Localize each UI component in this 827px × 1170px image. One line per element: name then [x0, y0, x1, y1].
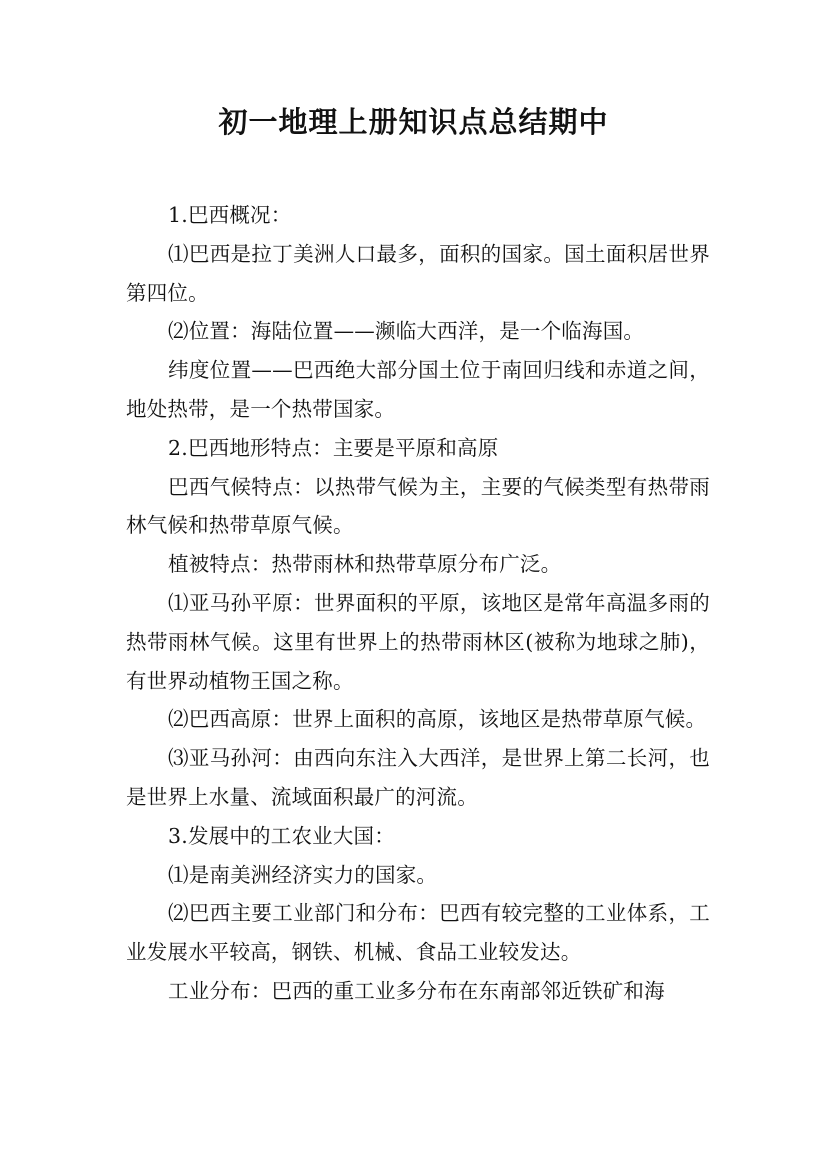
paragraph: ⑵位置：海陆位置——濒临大西洋，是一个临海国。: [168, 319, 645, 344]
paragraph: 2.巴西地形特点：主要是平原和高原: [168, 435, 499, 460]
paragraph: ⑴巴西是拉丁美洲人口最多，面积的国家。国土面积居世界第四位。: [126, 241, 710, 305]
paragraph: 工业分布：巴西的重工业多分布在东南部邻近铁矿和海: [168, 978, 665, 1003]
paragraph: ⑵巴西高原：世界上面积的高原，该地区是热带草原气候。: [168, 707, 707, 732]
paragraph: ⑶亚马孙河：由西向东注入大西洋，是世界上第二长河，也是世界上水量、流域面积最广的河流。: [126, 746, 710, 809]
paragraph: 纬度位置——巴西绝大部分国土位于南回归线和赤道之间，地处热带，是一个热带国家。: [126, 358, 710, 421]
document-body: [126, 196, 710, 1011]
paragraph: 植被特点：热带雨林和热带草原分布广泛。: [168, 552, 562, 577]
paragraph: ⑴亚马孙平原：世界面积的平原，该地区是常年高温多雨的热带雨林气候。这里有世界上的热带雨林区(被称为地球之肺)，有世界动植物王国之称。: [126, 590, 710, 693]
paragraph: 1.巴西概况：: [168, 203, 292, 227]
paragraph: 巴西气候特点：以热带气候为主，主要的气候类型有热带雨林气候和热带草原气候。: [126, 474, 710, 538]
paragraph: ⑴是南美洲经济实力的国家。: [168, 862, 438, 887]
paragraph: 3.发展中的工农业大国：: [168, 823, 395, 848]
paragraph: ⑵巴西主要工业部门和分布：巴西有较完整的工业体系，工业发展水平较高，钢铁、机械、食品工业较发达。: [126, 901, 710, 965]
document-title: 初一地理上册知识点总结期中: [218, 105, 609, 139]
